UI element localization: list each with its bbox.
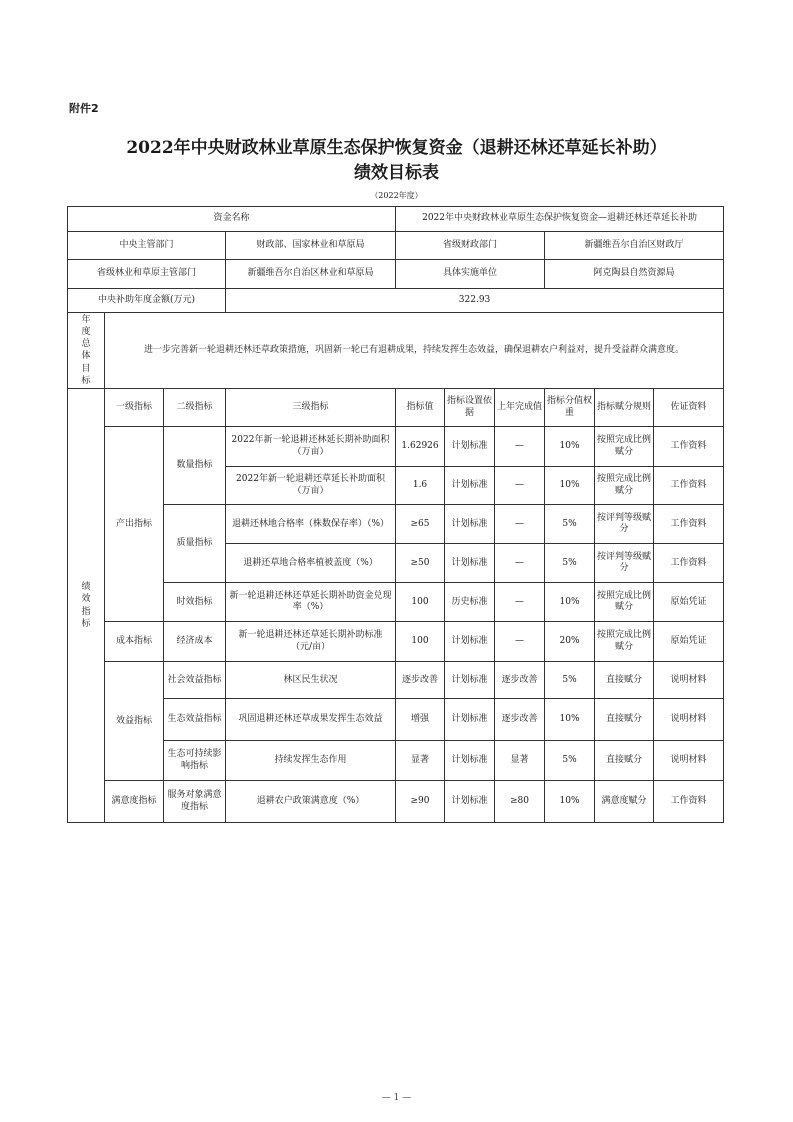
row-basis: 计划标准 [445, 699, 495, 741]
table-row [68, 427, 724, 467]
group-quantity: 数量指标 [164, 427, 226, 505]
row-value: ≥90 [396, 781, 445, 823]
row-proof: 工作资料 [654, 467, 724, 505]
row-weight: 20% [545, 622, 595, 662]
fund-name-row [68, 207, 724, 232]
group-cost: 成本指标 [105, 622, 164, 662]
row-value: 1.62926 [396, 427, 445, 467]
row-weight: 5% [545, 505, 595, 544]
row-basis: 历史标准 [445, 583, 495, 622]
row-weight: 5% [545, 662, 595, 699]
group-timeliness: 时效指标 [164, 583, 226, 622]
impl-unit-label: 具体实施单位 [396, 260, 545, 289]
prov-forest-value: 新疆维吾尔自治区林业和草原局 [226, 260, 396, 289]
row-rule: 按评判等级赋分 [595, 544, 654, 583]
performance-target-table [67, 206, 724, 823]
row-proof: 原始凭证 [654, 622, 724, 662]
header-proof: 佐证资料 [654, 389, 724, 427]
row-proof: 工作资料 [654, 781, 724, 823]
row-proof: 说明材料 [654, 741, 724, 781]
row-prev: — [495, 467, 545, 505]
table-row [68, 662, 724, 699]
row-prev: 显著 [495, 741, 545, 781]
row-weight: 10% [545, 583, 595, 622]
row-prev: — [495, 505, 545, 544]
row-proof: 工作资料 [654, 544, 724, 583]
row-proof: 工作资料 [654, 427, 724, 467]
amount-row [68, 289, 724, 313]
row-basis: 计划标准 [445, 662, 495, 699]
row-weight: 5% [545, 544, 595, 583]
prov-forest-label: 省级林业和草原主管部门 [68, 260, 226, 289]
row-value: 增强 [396, 699, 445, 741]
row-basis: 计划标准 [445, 467, 495, 505]
header-rule: 指标赋分规则 [595, 389, 654, 427]
row-proof: 原始凭证 [654, 583, 724, 622]
prov-forest-row [68, 260, 724, 289]
fund-name-label: 资金名称 [68, 207, 396, 232]
row-rule: 按照完成比例赋分 [595, 583, 654, 622]
row-basis: 计划标准 [445, 427, 495, 467]
goal-text: 进一步完善新一轮退耕还林还草政策措施，巩固新一轮已有退耕成果，持续发挥生态效益，确保退耕农户利益对，提升受益群众满意度。 [105, 313, 724, 389]
table-row [68, 583, 724, 622]
row-prev: ≥80 [495, 781, 545, 823]
row-proof: 工作资料 [654, 505, 724, 544]
row-rule: 直接赋分 [595, 741, 654, 781]
row-weight: 10% [545, 467, 595, 505]
row-weight: 10% [545, 699, 595, 741]
group-ecological: 生态效益指标 [164, 699, 226, 741]
row-third: 2022年新一轮退耕还林延长期补助面积（万亩） [226, 427, 396, 467]
group-social: 社会效益指标 [164, 662, 226, 699]
row-basis: 计划标准 [445, 781, 495, 823]
group-benefit: 效益指标 [105, 662, 164, 781]
central-dept-row [68, 232, 724, 260]
table-row [68, 699, 724, 741]
row-rule: 按照完成比例赋分 [595, 622, 654, 662]
row-basis: 计划标准 [445, 622, 495, 662]
group-econ-cost: 经济成本 [164, 622, 226, 662]
header-level1: 一级指标 [105, 389, 164, 427]
group-satisfaction: 满意度指标 [105, 781, 164, 823]
central-dept-label: 中央主管部门 [68, 232, 226, 260]
table-row [68, 781, 724, 823]
row-rule: 按照完成比例赋分 [595, 427, 654, 467]
header-weight: 指标分值权重 [545, 389, 595, 427]
row-basis: 计划标准 [445, 505, 495, 544]
header-basis: 指标设置依据 [445, 389, 495, 427]
row-weight: 10% [545, 427, 595, 467]
page-number: — 1 — [381, 1093, 412, 1103]
row-rule: 直接赋分 [595, 699, 654, 741]
row-value: 100 [396, 622, 445, 662]
header-value: 指标值 [396, 389, 445, 427]
row-basis: 计划标准 [445, 544, 495, 583]
row-prev: — [495, 544, 545, 583]
header-prev: 上年完成值 [495, 389, 545, 427]
prov-finance-label: 省级财政部门 [396, 232, 545, 260]
amount-label: 中央补助年度金额(万元) [68, 289, 226, 313]
year-label: （2022年度） [370, 191, 423, 200]
document-subtitle: 绩效目标表 [354, 163, 439, 183]
prov-finance-value: 新疆维吾尔自治区财政厅 [545, 232, 724, 260]
table-row [68, 741, 724, 781]
goal-row [68, 313, 724, 389]
row-third: 新一轮退耕还林还草延长期补助资金兑现率（%） [226, 583, 396, 622]
row-third: 巩固退耕还林还草成果发挥生态效益 [226, 699, 396, 741]
group-sustain: 生态可持续影响指标 [164, 741, 226, 781]
amount-value: 322.93 [226, 289, 724, 313]
row-proof: 说明材料 [654, 699, 724, 741]
header-level2: 二级指标 [164, 389, 226, 427]
row-third: 退耕还林地合格率（株数保存率）（%） [226, 505, 396, 544]
table-row [68, 622, 724, 662]
row-value: 逐步改善 [396, 662, 445, 699]
row-prev: 逐步改善 [495, 699, 545, 741]
row-rule: 满意度赋分 [595, 781, 654, 823]
perf-label: 绩效指标 [68, 389, 105, 823]
row-prev: 逐步改善 [495, 662, 545, 699]
row-third: 林区民生状况 [226, 662, 396, 699]
row-prev: — [495, 622, 545, 662]
row-third: 持续发挥生态作用 [226, 741, 396, 781]
document-title: 2022年中央财政林业草原生态保护恢复资金（退耕还林还草延长补助） [126, 138, 667, 158]
row-prev: — [495, 583, 545, 622]
group-output: 产出指标 [105, 427, 164, 622]
goal-label: 年度总体目标 [68, 313, 105, 389]
table-row [68, 505, 724, 544]
row-value: 显著 [396, 741, 445, 781]
row-third: 退耕还草地合格率植被盖度（%） [226, 544, 396, 583]
row-prev: — [495, 427, 545, 467]
central-dept-value: 财政部、国家林业和草原局 [226, 232, 396, 260]
row-value: 100 [396, 583, 445, 622]
row-weight: 10% [545, 781, 595, 823]
row-rule: 按评判等级赋分 [595, 505, 654, 544]
fund-name-value: 2022年中央财政林业草原生态保护恢复资金—退耕还林还草延长补助 [396, 207, 724, 232]
row-value: 1.6 [396, 467, 445, 505]
row-third: 新一轮退耕还林还草延长期补助标准（元/亩） [226, 622, 396, 662]
impl-unit-value: 阿克陶县自然资源局 [545, 260, 724, 289]
header-level3: 三级指标 [226, 389, 396, 427]
row-value: ≥50 [396, 544, 445, 583]
row-third: 2022年新一轮退耕还草延长补助面积（万亩） [226, 467, 396, 505]
group-service: 服务对象满意度指标 [164, 781, 226, 823]
group-quality: 质量指标 [164, 505, 226, 583]
row-weight: 5% [545, 741, 595, 781]
row-rule: 直接赋分 [595, 662, 654, 699]
row-rule: 按照完成比例赋分 [595, 467, 654, 505]
row-proof: 说明材料 [654, 662, 724, 699]
annex-label: 附件2 [69, 102, 99, 115]
row-third: 退耕农户政策满意度（%） [226, 781, 396, 823]
perf-header-row [68, 389, 724, 427]
row-value: ≥65 [396, 505, 445, 544]
row-basis: 计划标准 [445, 741, 495, 781]
